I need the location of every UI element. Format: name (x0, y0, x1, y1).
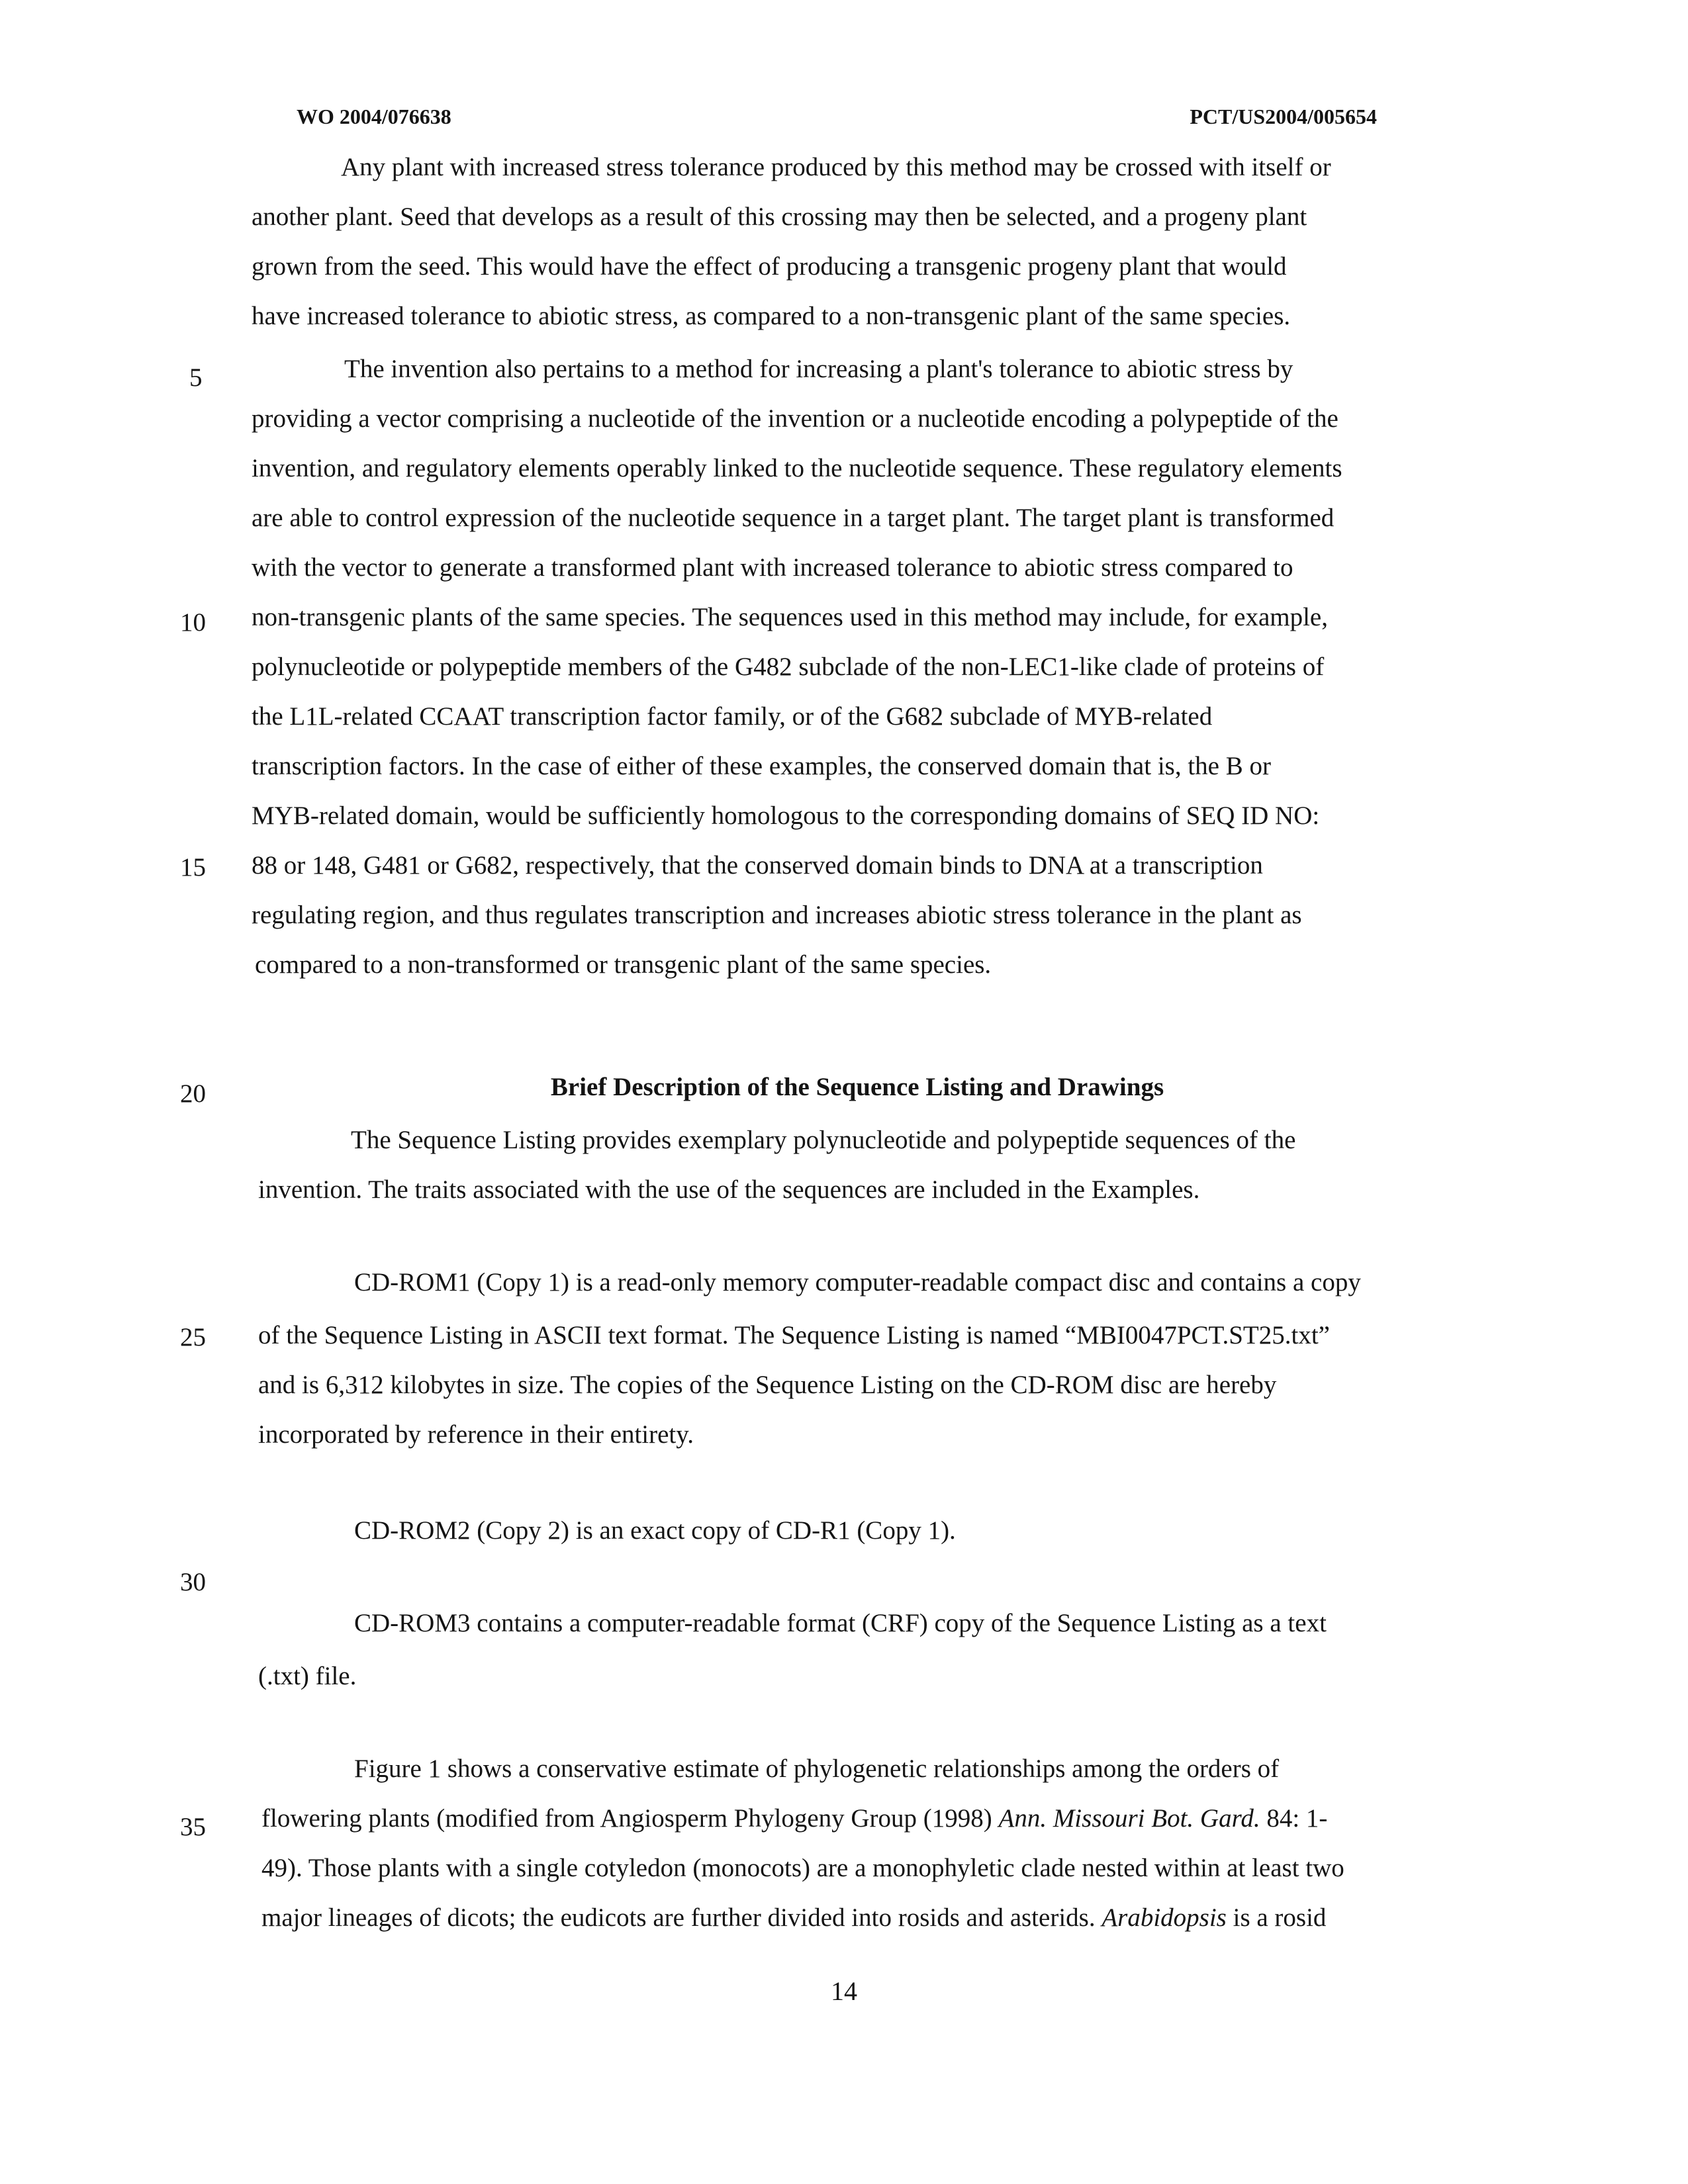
journal-name: Ann. Missouri Bot. Gard. (998, 1804, 1260, 1833)
text-line: Figure 1 shows a conservative estimate of phylogenetic relationships among the orders of (354, 1754, 1280, 1783)
line-number-30: 30 (180, 1568, 206, 1596)
line-number-10: 10 (180, 608, 206, 637)
text-line: compared to a non-transformed or transgenic plant of the same species. (255, 950, 992, 979)
text-line: providing a vector comprising a nucleotide of the invention or a nucleotide encoding a polypeptide of the (252, 404, 1338, 433)
text-line: CD-ROM3 contains a computer-readable format (CRF) copy of the Sequence Listing as a text (354, 1609, 1327, 1637)
text-line (261, 1803, 1327, 1833)
text-line: grown from the seed. This would have the effect of producing a transgenic progeny plant that would (252, 252, 1287, 281)
text-line: 88 or 148, G481 or G682, respectively, that the conserved domain binds to DNA at a transcription (252, 851, 1263, 880)
text-run: flowering plants (modified from Angiosperm Phylogeny Group (1998) (261, 1804, 999, 1833)
text-line: have increased tolerance to abiotic stress, as compared to a non-transgenic plant of the same species. (252, 302, 1291, 330)
text-line: (.txt) file. (258, 1662, 357, 1690)
text-line: The Sequence Listing provides exemplary polynucleotide and polypeptide sequences of the (351, 1126, 1296, 1154)
text-line: with the vector to generate a transformed plant with increased tolerance to abiotic stress compared to (252, 553, 1293, 582)
text-line: CD-ROM2 (Copy 2) is an exact copy of CD-R1 (Copy 1). (354, 1516, 956, 1545)
text-line: are able to control expression of the nucleotide sequence in a target plant. The target plant is transformed (252, 504, 1335, 532)
text-line: 49). Those plants with a single cotyledon (monocots) are a monophyletic clade nested within at least two (261, 1854, 1344, 1882)
text-line: the L1L-related CCAAT transcription factor family, or of the G682 subclade of MYB-related (252, 702, 1213, 731)
line-number-20: 20 (180, 1079, 206, 1108)
section-heading: Brief Description of the Sequence Listing and Drawings (550, 1073, 1164, 1101)
text-line: regulating region, and thus regulates transcription and increases abiotic stress tolerance in the plant as (252, 901, 1302, 929)
text-line: Any plant with increased stress tolerance produced by this method may be crossed with itself or (341, 153, 1331, 181)
line-number-25: 25 (180, 1323, 206, 1351)
text-run: is a rosid (1226, 1903, 1327, 1932)
line-number-5: 5 (189, 363, 203, 392)
application-number: PCT/US2004/005654 (1190, 105, 1377, 128)
text-line: of the Sequence Listing in ASCII text format. The Sequence Listing is named “MBI0047PCT.ST25.txt” (258, 1321, 1330, 1349)
text-line (261, 1903, 1326, 1933)
text-run: 84: 1- (1260, 1804, 1328, 1833)
publication-number: WO 2004/076638 (297, 105, 451, 128)
text-line: incorporated by reference in their entirety. (258, 1420, 694, 1449)
text-line: and is 6,312 kilobytes in size. The copies of the Sequence Listing on the CD-ROM disc are hereby (258, 1371, 1277, 1399)
text-line: MYB-related domain, would be sufficiently homologous to the corresponding domains of SEQ ID NO: (252, 801, 1320, 830)
genus-name: Arabidopsis (1102, 1903, 1227, 1932)
text-line: The invention also pertains to a method for increasing a plant's tolerance to abiotic stress by (344, 355, 1293, 383)
text-line: polynucleotide or polypeptide members of the G482 subclade of the non-LEC1-like clade of proteins of (252, 653, 1325, 681)
text-line: non-transgenic plants of the same species. The sequences used in this method may include, for example, (252, 603, 1328, 631)
page-number: 14 (831, 1976, 857, 2006)
text-line: invention, and regulatory elements operably linked to the nucleotide sequence. These regulatory elements (252, 454, 1342, 482)
text-line: transcription factors. In the case of either of these examples, the conserved domain that is, the B or (252, 752, 1271, 780)
text-run: major lineages of dicots; the eudicots are further divided into rosids and asterids. (261, 1903, 1102, 1932)
text-line: CD-ROM1 (Copy 1) is a read-only memory computer-readable compact disc and contains a copy (354, 1268, 1361, 1297)
text-line: another plant. Seed that develops as a result of this crossing may then be selected, and a progeny plant (252, 203, 1307, 231)
line-number-35: 35 (180, 1813, 206, 1841)
line-number-15: 15 (180, 853, 206, 882)
text-line: invention. The traits associated with the use of the sequences are included in the Examples. (258, 1175, 1200, 1204)
